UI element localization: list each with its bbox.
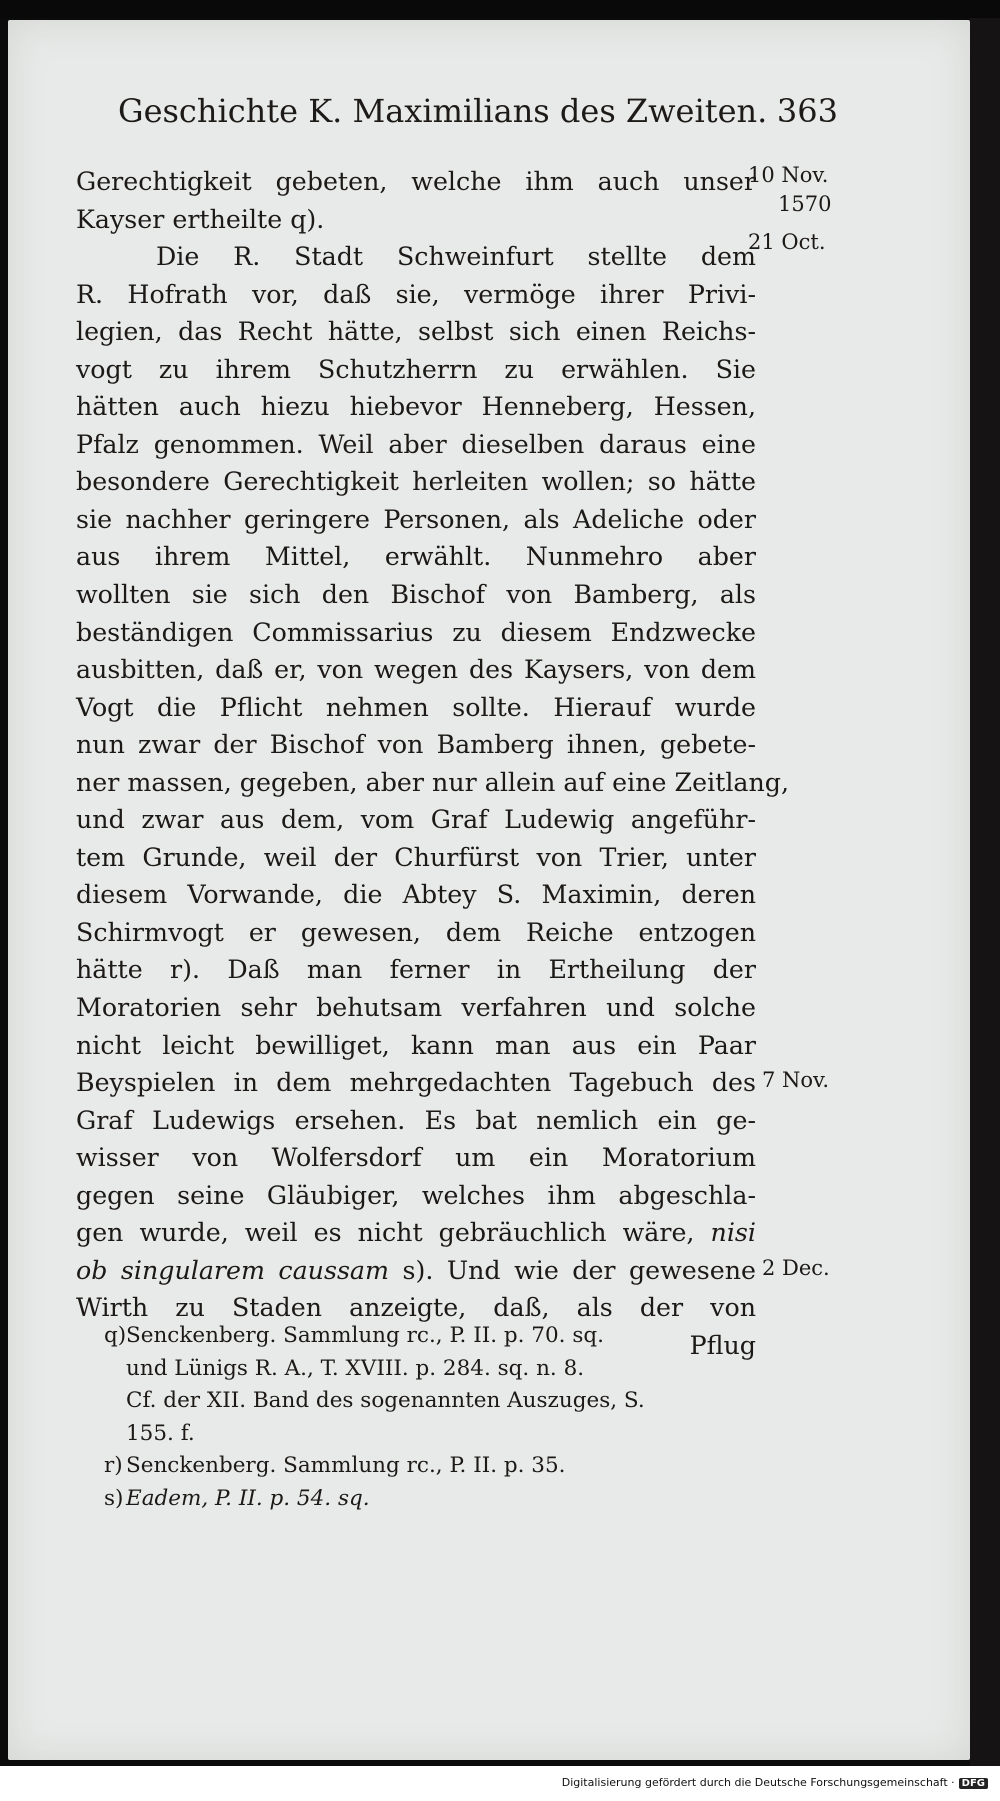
text-line: nicht leicht bewilliget, kann man aus ein Paar	[76, 1030, 756, 1060]
footnote	[104, 1320, 764, 1450]
digitization-credit	[562, 1776, 988, 1789]
text-line: sie nachher geringere Personen, als Adeliche oder	[76, 504, 756, 534]
credit-text: Digitalisierung gefördert durch die Deutsche Forschungsgemeinschaft ·	[561, 1776, 955, 1789]
text-line: besondere Gerechtigkeit herleiten wollen; so hätte	[76, 467, 756, 497]
text-line: vogt zu ihrem Schutzherrn zu erwählen. Sie	[76, 354, 756, 384]
margin-note: 1570	[778, 192, 832, 216]
text-line	[76, 1214, 756, 1252]
text-line: Wirth zu Staden anzeigte, daß, als der von	[76, 1293, 756, 1323]
text-line: tem Grunde, weil der Churfürst von Trier, unter	[76, 842, 756, 872]
text-line: Gerechtigkeit gebeten, welche ihm auch unser	[76, 167, 756, 196]
text-line: ner massen, gegeben, aber nur allein auf eine Zeitlang,	[76, 767, 790, 797]
running-title: Geschichte K. Maximilians des Zweiten.	[118, 92, 768, 130]
italic-fragment: nisi	[710, 1218, 756, 1248]
text-line: Beyspielen in dem mehrgedachten Tagebuch des	[76, 1068, 756, 1098]
footnote	[104, 1483, 764, 1516]
running-header	[118, 92, 838, 142]
margin-note: 2 Dec.	[762, 1256, 830, 1280]
text-line: ob singularem caussam s). Und wie der gewesene	[76, 1255, 756, 1285]
italic-fragment: ob singularem caussam	[76, 1255, 389, 1285]
text-line: Die R. Stadt Schweinfurt stellte dem	[156, 242, 756, 272]
text-line: Graf Ludewigs ersehen. Es bat nemlich ein ge-	[76, 1105, 756, 1135]
text-line: gegen seine Gläubiger, welches ihm abgeschla-	[76, 1180, 756, 1210]
scan-background-edge	[970, 18, 1000, 1766]
text-line: und zwar aus dem, vom Graf Ludewig angeführ-	[76, 805, 756, 835]
footnote-line: und Lünigs R. A., T. XVIII. p. 284. sq. n. 8.	[126, 1355, 585, 1381]
text-line: beständigen Commissarius zu diesem Endzwecke	[76, 617, 756, 647]
text-line: diesem Vorwande, die Abtey S. Maximin, deren	[76, 880, 756, 910]
text-line: ausbitten, daß er, von wegen des Kaysers, von dem	[76, 655, 756, 685]
footnote-line: Senckenberg. Sammlung rc., P. II. p. 70. sq.	[126, 1323, 604, 1348]
text-line: legien, das Recht hätte, selbst sich einen Reichs-	[76, 317, 756, 347]
text-line: Pfalz genommen. Weil aber dieselben daraus eine	[76, 429, 756, 459]
text-line: Vogt die Pflicht nehmen sollte. Hierauf wurde	[76, 692, 756, 722]
footnote-line: Senckenberg. Sammlung rc., P. II. p. 35.	[126, 1453, 566, 1478]
catchword: Pflug	[689, 1330, 756, 1360]
text-line: hätten auch hiezu hiebevor Henneberg, Hessen,	[76, 392, 756, 422]
footnote	[104, 1450, 764, 1483]
text-fragment: gen wurde, weil es nicht gebräuchlich wäre,	[76, 1218, 695, 1248]
margin-note: 7 Nov.	[762, 1068, 830, 1092]
text-line: aus ihrem Mittel, erwählt. Nunmehro aber	[76, 542, 756, 572]
text-line: Schirmvogt er gewesen, dem Reiche entzogen	[76, 917, 756, 947]
page-number: 363	[776, 92, 838, 130]
margin-note: 21 Oct.	[748, 230, 826, 254]
text-line: wisser von Wolfersdorf um ein Moratorium	[76, 1143, 756, 1173]
footnote-mark: q)	[104, 1323, 127, 1348]
margin-note: 10 Nov.	[748, 163, 829, 187]
text-line: nun zwar der Bischof von Bamberg ihnen, gebete-	[76, 730, 756, 760]
footnote-line: 155. f.	[126, 1420, 195, 1446]
footnote-line: Cf. der XII. Band des sogenannten Auszuges, S.	[126, 1388, 645, 1413]
footnote-line: Eadem, P. II. p. 54. sq.	[126, 1485, 370, 1511]
dfg-logo: DFG	[959, 1778, 988, 1789]
scan-background-top	[0, 0, 1000, 18]
text-line: Moratorien sehr behutsam verfahren und solche	[76, 993, 756, 1023]
footnotes	[104, 1320, 764, 1515]
text-line: Kayser ertheilte q).	[76, 204, 325, 234]
text-line: R. Hofrath vor, daß sie, vermöge ihrer Privi-	[76, 279, 756, 309]
text-line: hätte r). Daß man ferner in Ertheilung der	[76, 955, 756, 985]
text-line: wollten sie sich den Bischof von Bamberg, als	[76, 580, 756, 610]
footnote-mark: s)	[104, 1485, 124, 1511]
footnote-mark: r)	[104, 1453, 123, 1478]
